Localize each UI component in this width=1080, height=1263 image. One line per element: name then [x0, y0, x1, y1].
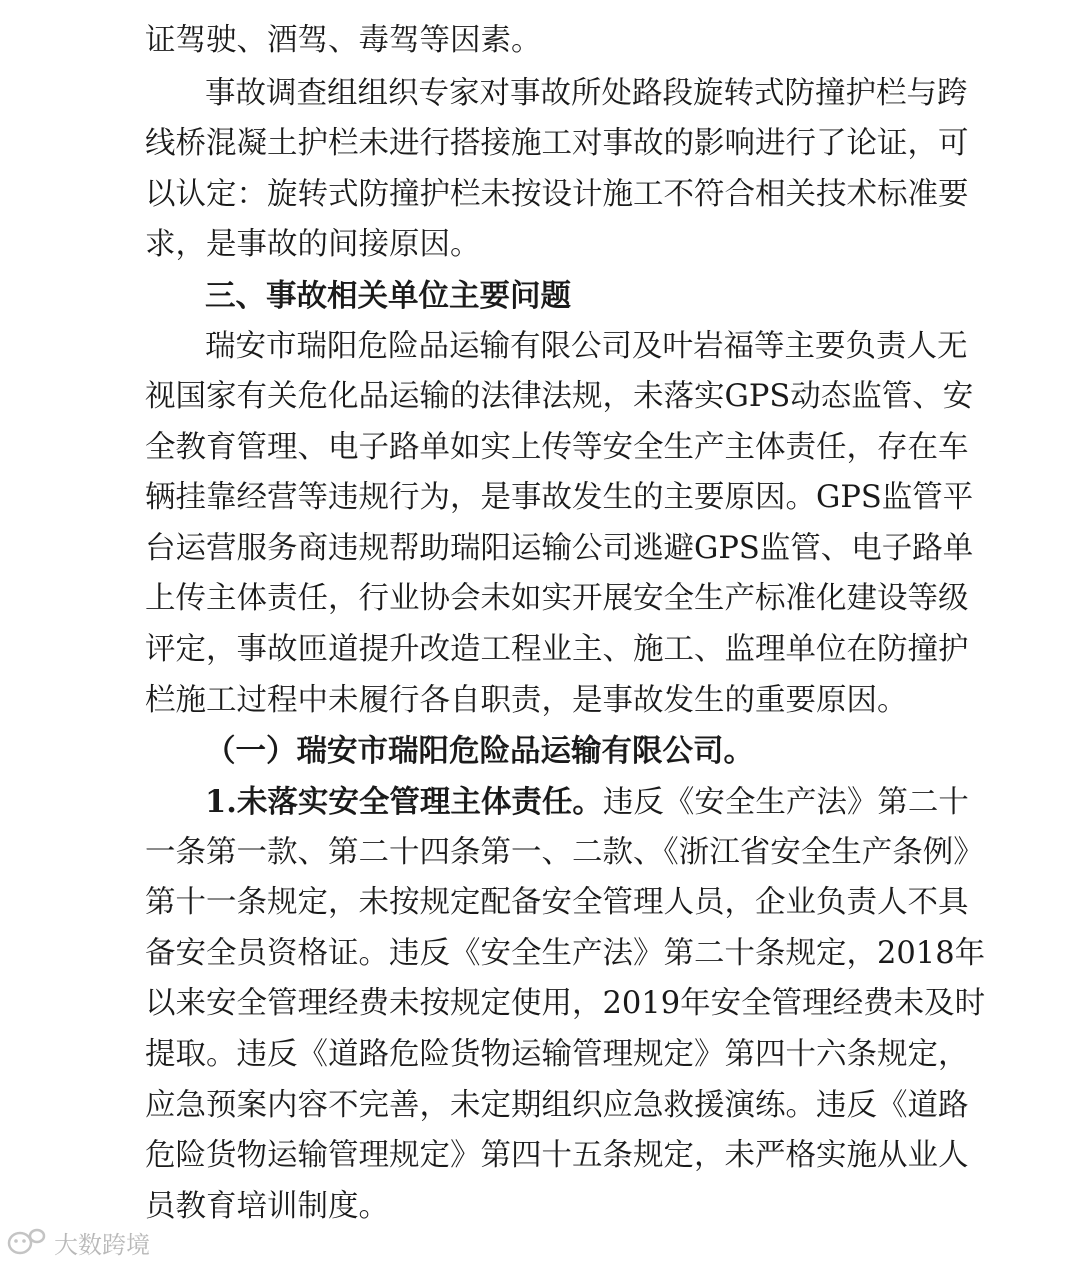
text-line: 以来安全管理经费未按规定使用，2019年安全管理经费未及时: [145, 986, 986, 1021]
text-line: 线桥混凝土护栏未进行搭接施工对事故的影响进行了论证，可: [145, 126, 969, 161]
text-line: 视国家有关危化品运输的法律法规，未落实GPS动态监管、安: [145, 379, 974, 414]
item-first-line: [205, 779, 969, 825]
text-line: 应急预案内容不完善，未定期组织应急救援演练。违反《道路: [145, 1088, 969, 1123]
text-line: 台运营服务商违规帮助瑞阳运输公司逃避GPS监管、电子路单: [145, 531, 974, 566]
text-line: 提取。违反《道路危险货物运输管理规定》第四十六条规定，: [145, 1037, 969, 1072]
text-line: 第十一条规定，未按规定配备安全管理人员，企业负责人不具: [145, 885, 969, 920]
text-line: 证驾驶、酒驾、毒驾等因素。: [145, 23, 542, 58]
text-line: 员教育培训制度。: [145, 1189, 389, 1224]
text-line: 栏施工过程中未履行各自职责，是事故发生的重要原因。: [145, 683, 908, 718]
text-line: 事故调查组组织专家对事故所处路段旋转式防撞护栏与跨: [205, 76, 968, 111]
text-line: 辆挂靠经营等违规行为，是事故发生的主要原因。GPS监管平: [145, 480, 974, 515]
watermark-logo-icon: [6, 1226, 48, 1258]
text-line: 求，是事故的间接原因。: [145, 227, 481, 262]
text-line: 上传主体责任，行业协会未如实开展安全生产标准化建设等级: [145, 581, 969, 616]
text-line: 一条第一款、第二十四条第一、二款、《浙江省安全生产条例》: [145, 835, 984, 870]
text-line: 瑞安市瑞阳危险品运输有限公司及叶岩福等主要负责人无: [205, 329, 968, 364]
text-line: 以认定：旋转式防撞护栏未按设计施工不符合相关技术标准要: [145, 177, 969, 212]
section-heading: 三、事故相关单位主要问题: [205, 278, 571, 314]
item-text: 违反《安全生产法》第二十: [602, 785, 969, 820]
text-line: 评定，事故匝道提升改造工程业主、施工、监理单位在防撞护: [145, 632, 969, 667]
item-title: 1.未落实安全管理主体责任。: [205, 784, 603, 820]
watermark: [6, 1222, 150, 1262]
text-line: 全教育管理、电子路单如实上传等安全生产主体责任，存在车: [145, 430, 969, 465]
text-line: 备安全员资格证。违反《安全生产法》第二十条规定，2018年: [145, 936, 986, 971]
watermark-text: 大数跨境: [54, 1230, 150, 1259]
text-line: 危险货物运输管理规定》第四十五条规定，未严格实施从业人: [145, 1138, 969, 1173]
subheading: （一）瑞安市瑞阳危险品运输有限公司。: [205, 733, 754, 769]
